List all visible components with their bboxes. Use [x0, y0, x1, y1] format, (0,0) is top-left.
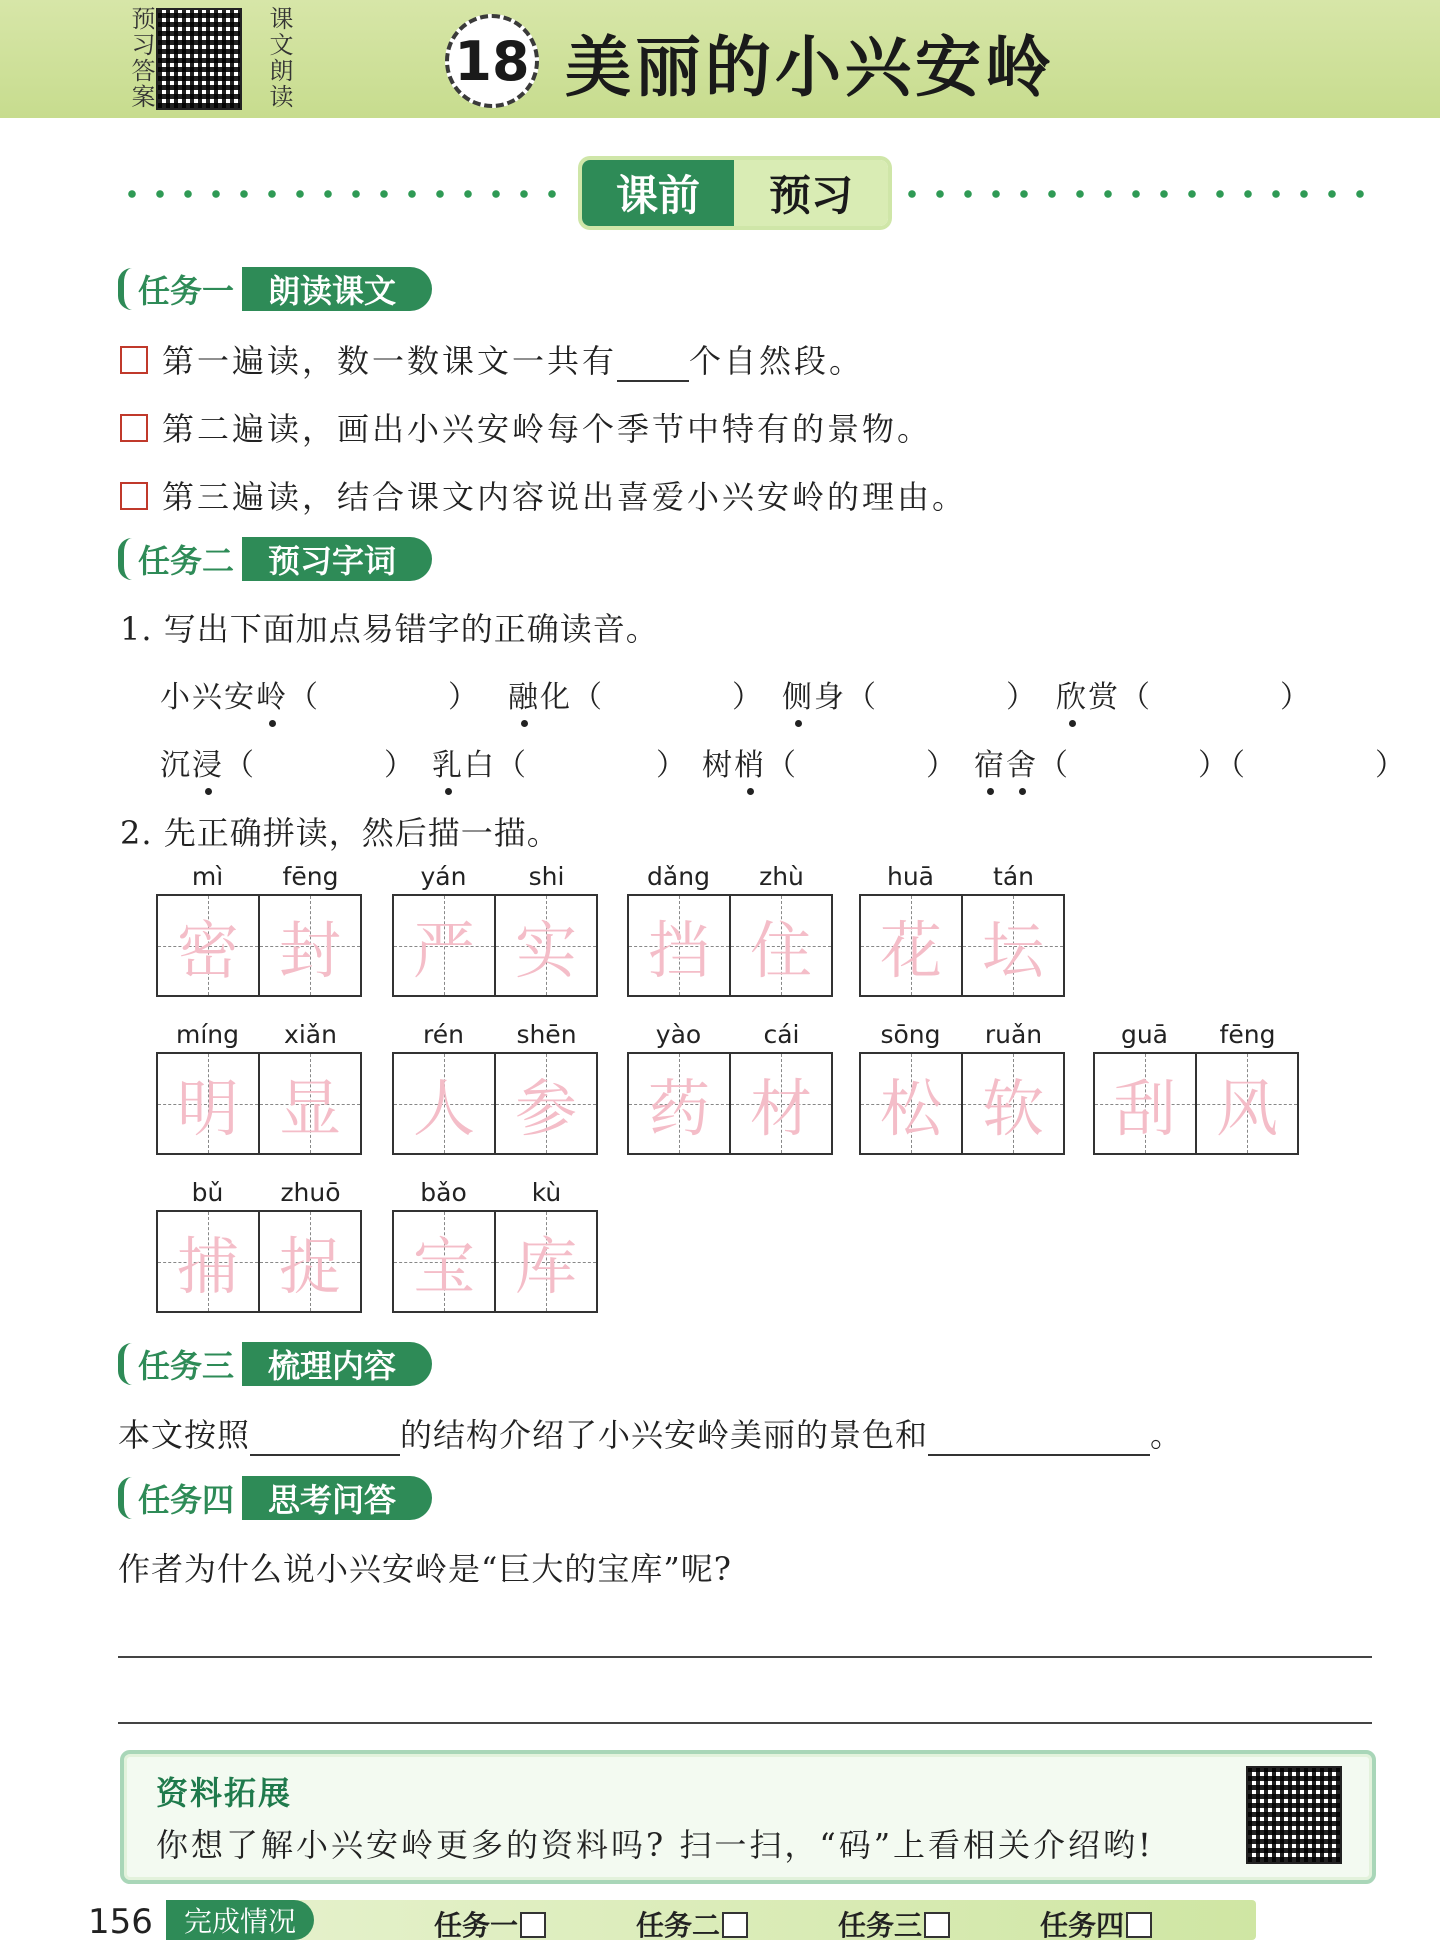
trace-char: 参	[514, 1072, 577, 1145]
trace-char: 松	[879, 1072, 942, 1145]
pinyin: fēng	[1219, 1020, 1276, 1049]
completion-item-label: 任务四	[1040, 1909, 1125, 1942]
pinyin: ruǎn	[984, 1020, 1043, 1049]
word-item: 小兴安岭	[160, 680, 288, 715]
task3-text-a: 本文按照	[118, 1416, 251, 1454]
trace-char: 封	[278, 914, 341, 987]
answer-line[interactable]	[118, 1656, 1372, 1658]
pinyin: zhuō	[280, 1178, 341, 1207]
qr-code-icon[interactable]	[156, 8, 242, 110]
task2-label	[118, 537, 432, 581]
word-row-2c	[702, 740, 958, 784]
writing-cell[interactable]	[494, 1212, 596, 1311]
word-row-2b	[432, 740, 688, 784]
trace-char: 密	[176, 914, 239, 987]
trace-char: 显	[278, 1072, 341, 1145]
word-item: 乳白	[432, 748, 496, 783]
section-banner	[582, 160, 888, 226]
dotted-divider-right	[898, 190, 1376, 198]
task3-text-b: 的结构介绍了小兴安岭美丽的景色和	[400, 1416, 929, 1454]
completion-label: 完成情况	[166, 1900, 314, 1940]
pinyin: fēng	[282, 862, 339, 891]
task1-item-2	[120, 404, 932, 450]
task2-prefix: 任务二	[138, 542, 235, 580]
answer-blank[interactable]	[250, 1416, 400, 1456]
banner-part1: 课前	[582, 160, 734, 226]
task1-name: 朗读课文	[242, 267, 432, 311]
task3-name: 梳理内容	[242, 1342, 432, 1386]
task2-question-1: 1. 写出下面加点易错字的正确读音。	[120, 610, 659, 648]
trace-char: 坛	[981, 914, 1044, 987]
pinyin: bǎo	[420, 1178, 467, 1207]
writing-cell[interactable]	[1195, 1054, 1297, 1153]
completion-bar	[166, 1900, 1256, 1940]
word-blank[interactable]: （ ）	[1120, 680, 1312, 715]
pinyin: sōng	[880, 1020, 941, 1049]
trace-char: 花	[879, 914, 942, 987]
writing-cell[interactable]	[961, 896, 1063, 995]
resource-body: 你想了解小兴安岭更多的资料吗? 扫一扫，“码”上看相关介绍哟!	[156, 1826, 1154, 1864]
word-item: 树梢	[702, 748, 766, 783]
task4-label	[118, 1476, 432, 1520]
checkbox[interactable]	[722, 1912, 748, 1938]
pinyin: míng	[175, 1020, 239, 1049]
trace-char: 软	[981, 1072, 1044, 1145]
task1-prefix: 任务一	[138, 272, 235, 310]
writing-cell[interactable]	[629, 896, 729, 995]
trace-char: 人	[412, 1072, 475, 1145]
trace-char: 住	[749, 914, 812, 987]
writing-cell[interactable]	[258, 1212, 360, 1311]
task3-sentence	[118, 1410, 1183, 1456]
completion-item	[434, 1904, 546, 1944]
pinyin: yán	[420, 862, 467, 891]
trace-char: 捉	[278, 1230, 341, 1303]
pinyin: yào	[655, 1020, 702, 1049]
writing-cell[interactable]	[158, 1054, 258, 1153]
qr-right-label: 课文朗读	[265, 6, 293, 110]
trace-char: 实	[514, 914, 577, 987]
checkbox[interactable]	[120, 346, 148, 374]
trace-char: 宝	[412, 1230, 475, 1303]
trace-char: 明	[176, 1072, 239, 1145]
word-blank[interactable]: （ ）	[288, 680, 480, 715]
writing-cell[interactable]	[729, 896, 831, 995]
task4-prefix: 任务四	[138, 1481, 235, 1519]
trace-char: 严	[412, 914, 475, 987]
pinyin: kù	[531, 1178, 562, 1207]
writing-grid-pair	[627, 862, 833, 997]
checkbox[interactable]	[520, 1912, 546, 1938]
pinyin: cái	[763, 1020, 800, 1049]
task1-item-1-suffix: 个自然段。	[689, 342, 865, 380]
task-cap-icon	[118, 268, 132, 310]
answer-blank[interactable]	[928, 1416, 1150, 1456]
resource-heading: 资料拓展	[156, 1774, 293, 1812]
resource-box	[120, 1750, 1376, 1884]
word-row-1d	[1056, 672, 1312, 716]
task1-label	[118, 267, 432, 311]
task3-text-c: 。	[1150, 1416, 1184, 1454]
task-cap-icon	[118, 538, 132, 580]
task3-prefix: 任务三	[138, 1347, 235, 1385]
writing-grid-pair	[392, 1020, 598, 1155]
writing-cell[interactable]	[394, 896, 494, 995]
checkbox[interactable]	[924, 1912, 950, 1938]
writing-grid-pair	[156, 862, 362, 997]
writing-grid-pair	[1093, 1020, 1299, 1155]
pinyin: xiǎn	[284, 1020, 337, 1049]
task1-item-3-text: 第三遍读，结合课文内容说出喜爱小兴安岭的理由。	[162, 478, 968, 516]
checkbox[interactable]	[120, 414, 148, 442]
writing-cell[interactable]	[258, 1054, 360, 1153]
page-title: 美丽的小兴安岭	[565, 29, 1055, 106]
checkbox[interactable]	[120, 482, 148, 510]
writing-grid-pair	[392, 1178, 598, 1313]
word-item: 欣赏	[1056, 680, 1120, 715]
writing-cell[interactable]	[158, 896, 258, 995]
pinyin: mì	[191, 862, 224, 891]
writing-cell[interactable]	[629, 1054, 729, 1153]
writing-cell[interactable]	[494, 1054, 596, 1153]
writing-grid-pair	[392, 862, 598, 997]
word-blank[interactable]: （ ）（ ）	[1038, 748, 1407, 783]
qr-left-label: 预习答案	[127, 6, 155, 110]
pinyin: guā	[1120, 1020, 1169, 1049]
writing-cell[interactable]	[1095, 1054, 1195, 1153]
task3-label	[118, 1342, 432, 1386]
answer-line[interactable]	[118, 1722, 1372, 1724]
word-row-1b	[508, 672, 764, 716]
completion-item	[838, 1904, 950, 1944]
word-row-2d	[974, 740, 1407, 784]
task1-item-1-text: 第一遍读，数一数课文一共有	[162, 342, 618, 380]
page-number: 156	[88, 1902, 153, 1942]
trace-char: 库	[514, 1230, 577, 1303]
word-row-1	[160, 672, 480, 716]
word-item: 融化	[508, 680, 572, 715]
task4-question: 作者为什么说小兴安岭是“巨大的宝库”呢?	[118, 1550, 732, 1588]
word-item: 沉浸	[160, 748, 224, 783]
trace-char: 风	[1215, 1072, 1278, 1145]
completion-item	[1040, 1904, 1152, 1944]
banner-part2: 预习	[734, 160, 888, 226]
answer-blank[interactable]	[617, 342, 689, 382]
task2-question-2: 2. 先正确拼读，然后描一描。	[120, 814, 560, 852]
lesson-number: 18	[445, 14, 539, 108]
word-row-2	[160, 740, 416, 784]
task1-item-2-text: 第二遍读，画出小兴安岭每个季节中特有的景物。	[162, 410, 933, 448]
writing-cell[interactable]	[861, 1054, 961, 1153]
word-item: 侧身	[782, 680, 846, 715]
writing-grid-pair	[156, 1020, 362, 1155]
word-row-1c	[782, 672, 1038, 716]
pinyin: rén	[423, 1020, 464, 1049]
writing-cell[interactable]	[394, 1212, 494, 1311]
task1-item-3	[120, 472, 967, 518]
completion-item	[636, 1904, 748, 1944]
writing-cell[interactable]	[861, 896, 961, 995]
writing-cell[interactable]	[394, 1054, 494, 1153]
pinyin: huā	[886, 862, 934, 891]
word-blank[interactable]: （ ）	[766, 748, 958, 783]
writing-cell[interactable]	[258, 896, 360, 995]
word-item: 宿舍	[974, 748, 1038, 783]
task2-name: 预习字词	[242, 537, 432, 581]
trace-char: 材	[749, 1072, 812, 1145]
pinyin: tán	[993, 862, 1034, 891]
trace-char: 药	[647, 1072, 710, 1145]
writing-cell[interactable]	[494, 896, 596, 995]
writing-cell[interactable]	[158, 1212, 258, 1311]
completion-item-label: 任务一	[434, 1909, 519, 1942]
pinyin: bǔ	[191, 1178, 224, 1207]
word-blank[interactable]: （ ）	[572, 680, 764, 715]
writing-grid-pair	[859, 1020, 1065, 1155]
word-blank[interactable]: （ ）	[846, 680, 1038, 715]
pinyin: dǎng	[647, 862, 710, 891]
checkbox[interactable]	[1126, 1912, 1152, 1938]
trace-char: 刮	[1113, 1072, 1176, 1145]
pinyin: shi	[528, 862, 565, 891]
pinyin: zhù	[759, 862, 804, 891]
task1-item-1	[120, 336, 864, 382]
word-blank[interactable]: （ ）	[496, 748, 688, 783]
task-cap-icon	[118, 1343, 132, 1385]
writing-grid-pair	[627, 1020, 833, 1155]
task4-name: 思考问答	[242, 1476, 432, 1520]
writing-grid-pair	[156, 1178, 362, 1313]
completion-item-label: 任务二	[636, 1909, 721, 1942]
trace-char: 挡	[647, 914, 710, 987]
pinyin: shēn	[516, 1020, 577, 1049]
qr-code-icon[interactable]	[1246, 1766, 1342, 1864]
trace-char: 捕	[176, 1230, 239, 1303]
writing-grid-pair	[859, 862, 1065, 997]
completion-item-label: 任务三	[838, 1909, 923, 1942]
writing-cell[interactable]	[729, 1054, 831, 1153]
word-blank[interactable]: （ ）	[224, 748, 416, 783]
task-cap-icon	[118, 1477, 132, 1519]
dotted-divider-left	[118, 190, 568, 198]
writing-cell[interactable]	[961, 1054, 1063, 1153]
